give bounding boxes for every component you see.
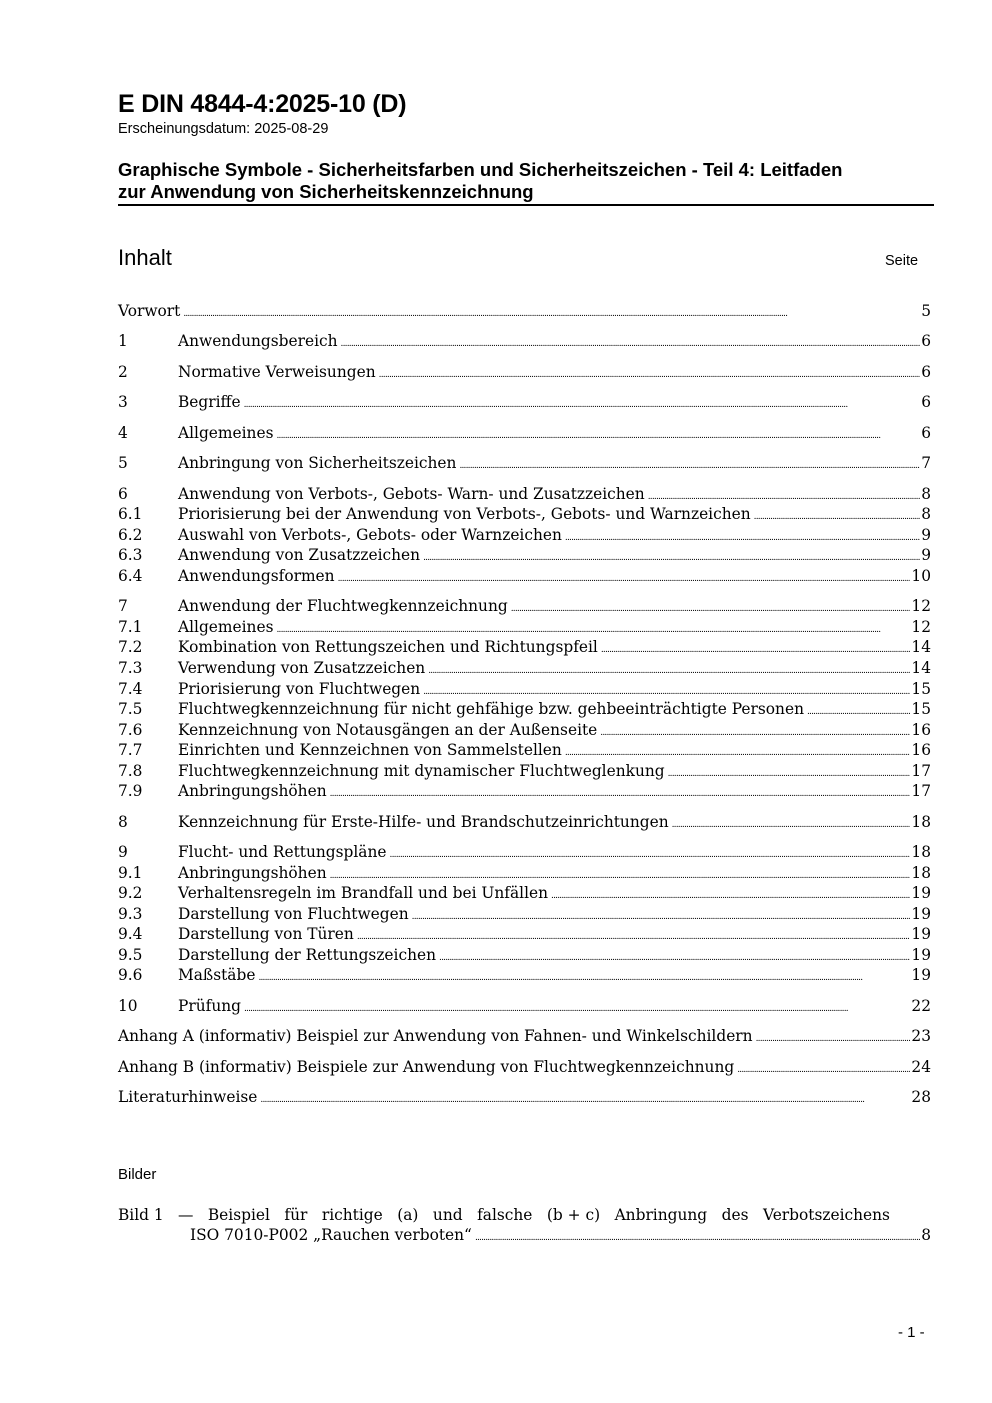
- leader-dots: [258, 966, 910, 984]
- leader-dots: [551, 884, 910, 902]
- figure-caption-word: (b + c): [546, 1206, 601, 1224]
- toc-entry[interactable]: [118, 1027, 931, 1048]
- leader-dots: [412, 905, 911, 923]
- figure-caption-word: Verbotszeichens: [763, 1206, 890, 1224]
- leader-dots: [423, 680, 910, 698]
- toc-entry[interactable]: [118, 925, 931, 946]
- toc-entry-page: 6: [921, 332, 931, 350]
- toc-entry[interactable]: [118, 813, 931, 834]
- toc-entry-title: Prüfung: [178, 997, 241, 1015]
- toc-entry-title: Anbringung von Sicherheitszeichen: [178, 454, 457, 472]
- figure-entry-line-2: [190, 1226, 931, 1247]
- toc-entry[interactable]: [118, 638, 931, 659]
- leader-dots: [600, 721, 910, 739]
- toc-entry-title: Kennzeichnung von Notausgängen an der Außenseite: [178, 721, 598, 739]
- figure-label: Bild 1: [118, 1206, 164, 1224]
- toc-entry-number: 6.4: [118, 567, 143, 585]
- toc-entry[interactable]: [118, 485, 931, 506]
- figure-caption-word: Beispiel: [207, 1206, 270, 1224]
- toc-entry-number: 7.6: [118, 721, 143, 739]
- toc-entry-number: 10: [118, 997, 138, 1015]
- toc-entry-number: 9.3: [118, 905, 143, 923]
- toc-entry-page: 14: [911, 659, 931, 677]
- toc-entry-number: 6.1: [118, 505, 143, 523]
- toc-entry[interactable]: [118, 864, 931, 885]
- toc-entry-title: Anbringungshöhen: [178, 782, 327, 800]
- toc-entry[interactable]: [118, 843, 931, 864]
- toc-entry-page: 19: [911, 946, 931, 964]
- toc-entry[interactable]: [118, 505, 931, 526]
- toc-entry-title: Maßstäbe: [178, 966, 256, 984]
- toc-entry[interactable]: [118, 454, 931, 475]
- toc-entry-title: Anwendung von Zusatzzeichen: [178, 546, 421, 564]
- leader-dots: [183, 302, 920, 320]
- figure-caption-word: —: [178, 1206, 194, 1224]
- figure-caption: [178, 1206, 890, 1224]
- leader-dots: [565, 526, 920, 544]
- toc-entry[interactable]: [118, 424, 931, 445]
- toc-entry-number: 6.3: [118, 546, 143, 564]
- figure-caption-word: Anbringung: [614, 1206, 708, 1224]
- toc-entry[interactable]: [118, 782, 931, 803]
- toc-entry-number: 7.5: [118, 700, 143, 718]
- document-title-line-2: zur Anwendung von Sicherheitskennzeichnung: [118, 181, 534, 202]
- toc-entry-title: Begriffe: [178, 393, 241, 411]
- figure-caption-word: des: [721, 1206, 749, 1224]
- toc-entry-page: 6: [921, 363, 931, 381]
- toc-entry-title: Anwendungsbereich: [178, 332, 338, 350]
- toc-entry-page: 19: [911, 905, 931, 923]
- toc-entry[interactable]: [118, 762, 931, 783]
- leader-dots: [648, 485, 920, 503]
- toc-entry-page: 22: [911, 997, 931, 1015]
- toc-entry[interactable]: [118, 1058, 931, 1079]
- toc-entry-number: 1: [118, 332, 128, 350]
- toc-entry[interactable]: [118, 659, 931, 680]
- document-title: [118, 159, 933, 203]
- toc-entry-page: 9: [921, 546, 931, 564]
- toc-entry-number: 7.7: [118, 741, 143, 759]
- leader-dots: [244, 997, 910, 1015]
- toc-entry-title: Darstellung von Fluchtwegen: [178, 905, 409, 923]
- toc-entry-page: 8: [921, 485, 931, 503]
- toc-entry[interactable]: [118, 946, 931, 967]
- leader-dots: [672, 813, 911, 831]
- toc-entry-page: 18: [911, 813, 931, 831]
- figure-caption-word: richtige: [321, 1206, 383, 1224]
- toc-entry-page: 15: [911, 700, 931, 718]
- toc-entry-page: 10: [911, 567, 931, 585]
- toc-entry-number: 5: [118, 454, 128, 472]
- toc-entry-title: Allgemeines: [178, 618, 274, 636]
- toc-entry-page: 17: [911, 782, 931, 800]
- toc-entry-title: Allgemeines: [178, 424, 274, 442]
- toc-entry[interactable]: [118, 618, 931, 639]
- toc-entry-title: Auswahl von Verbots-, Gebots- oder Warnzeichen: [178, 526, 562, 544]
- leader-dots: [276, 424, 920, 442]
- toc-entry-page: 7: [921, 454, 931, 472]
- toc-entry-page: 12: [911, 597, 931, 615]
- toc-entry-number: 2: [118, 363, 128, 381]
- toc-entry[interactable]: [118, 302, 931, 323]
- toc-entry-page: 16: [911, 721, 931, 739]
- toc-entry-page: 6: [921, 393, 931, 411]
- toc-entry-title: Anwendung der Fluchtwegkennzeichnung: [178, 597, 508, 615]
- toc-entry-title: Anbringungshöhen: [178, 864, 327, 882]
- toc-entry[interactable]: [118, 966, 931, 987]
- toc-entry-number: 3: [118, 393, 128, 411]
- toc-entry-number: 9.4: [118, 925, 143, 943]
- toc-entry-title: Literaturhinweise: [118, 1088, 258, 1106]
- leader-dots: [390, 843, 911, 861]
- figure-entry: [118, 1206, 890, 1224]
- figure-caption-word: für: [284, 1206, 308, 1224]
- toc-entry[interactable]: [118, 332, 931, 353]
- figure-caption-word: (a): [397, 1206, 419, 1224]
- toc-entry-number: 6.2: [118, 526, 143, 544]
- toc-entry-title: Fluchtwegkennzeichnung für nicht gehfähige bzw. gehbeeinträchtigte Personen: [178, 700, 804, 718]
- publication-date: Erscheinungsdatum: 2025-08-29: [118, 121, 329, 137]
- toc-entry[interactable]: [118, 905, 931, 926]
- page-number: - 1 -: [898, 1324, 925, 1341]
- document-title-line-1: Graphische Symbole - Sicherheitsfarben und Sicherheitszeichen - Teil 4: Leitfaden: [118, 159, 843, 180]
- title-divider: [118, 204, 934, 206]
- toc-entry[interactable]: [118, 526, 931, 547]
- leader-dots: [668, 762, 911, 780]
- toc-entry-number: 7.3: [118, 659, 143, 677]
- toc-entry-page: 19: [911, 925, 931, 943]
- toc-entry-page: 5: [921, 302, 931, 320]
- toc-heading: Inhalt: [118, 245, 172, 270]
- figure-caption-line-2: ISO 7010-P002 „Rauchen verboten“: [190, 1226, 472, 1244]
- toc-entry[interactable]: [118, 721, 931, 742]
- leader-dots: [357, 925, 911, 943]
- toc-entry-title: Kombination von Rettungszeichen und Richtungspfeil: [178, 638, 598, 656]
- toc-entry-number: 6: [118, 485, 128, 503]
- toc-entry[interactable]: [118, 393, 931, 414]
- toc-entry-title: Priorisierung von Fluchtwegen: [178, 680, 421, 698]
- leader-dots: [244, 393, 921, 411]
- leader-dots: [338, 567, 911, 585]
- leader-dots: [428, 659, 910, 677]
- toc-entry-title: Verhaltensregeln im Brandfall und bei Unfällen: [178, 884, 549, 902]
- toc-entry-title: Einrichten und Kennzeichnen von Sammelstellen: [178, 741, 562, 759]
- toc-entry-page: 23: [911, 1027, 931, 1045]
- toc-entry-page: 19: [911, 966, 931, 984]
- toc-entry-title: Anhang B (informativ) Beispiele zur Anwendung von Fluchtwegkennzeichnung: [118, 1058, 735, 1076]
- toc-entry-page: 12: [911, 618, 931, 636]
- toc-entry-page: 16: [911, 741, 931, 759]
- toc-entry[interactable]: [118, 700, 931, 721]
- toc-entry-number: 9.1: [118, 864, 143, 882]
- toc-entry-title: Kennzeichnung für Erste-Hilfe- und Brandschutzeinrichtungen: [178, 813, 669, 831]
- toc-entry-page: 28: [911, 1088, 931, 1106]
- toc-entry-page: 8: [921, 505, 931, 523]
- toc-entry[interactable]: [118, 997, 931, 1018]
- leader-dots: [754, 505, 921, 523]
- toc-entry-title: Flucht- und Rettungspläne: [178, 843, 387, 861]
- figure-caption-word: falsche: [477, 1206, 533, 1224]
- toc-entry-title: Normative Verweisungen: [178, 363, 376, 381]
- leader-dots: [475, 1226, 920, 1244]
- toc-entry-title: Anwendungsformen: [178, 567, 335, 585]
- toc-entry-page: 15: [911, 680, 931, 698]
- figure-page: 8: [921, 1226, 931, 1244]
- toc-entry-number: 7.2: [118, 638, 143, 656]
- toc-entry[interactable]: [118, 363, 931, 384]
- toc-entry-page: 14: [911, 638, 931, 656]
- toc-entry-number: 8: [118, 813, 128, 831]
- leader-dots: [276, 618, 910, 636]
- toc-entry-title: Darstellung von Türen: [178, 925, 354, 943]
- toc-entry-number: 7.9: [118, 782, 143, 800]
- figures-heading: Bilder: [118, 1166, 157, 1183]
- toc-entry[interactable]: [118, 680, 931, 701]
- leader-dots: [330, 864, 911, 882]
- toc-entry-title: Anwendung von Verbots-, Gebots- Warn- und Zusatzzeichen: [178, 485, 645, 503]
- toc-entry-number: 9: [118, 843, 128, 861]
- toc-entry[interactable]: [118, 597, 931, 618]
- toc-entry-page: 17: [911, 762, 931, 780]
- toc-entry-title: Darstellung der Rettungszeichen: [178, 946, 437, 964]
- toc-entry-title: Verwendung von Zusatzzeichen: [178, 659, 426, 677]
- toc-entry[interactable]: [118, 1088, 931, 1109]
- document-id: E DIN 4844-4:2025-10 (D): [118, 90, 407, 118]
- leader-dots: [260, 1088, 910, 1106]
- toc-entry-page: 18: [911, 843, 931, 861]
- leader-dots: [423, 546, 920, 564]
- toc-entry-title: Priorisierung bei der Anwendung von Verbots-, Gebots- und Warnzeichen: [178, 505, 751, 523]
- leader-dots: [601, 638, 911, 656]
- toc-entry[interactable]: [118, 884, 931, 905]
- leader-dots: [756, 1027, 911, 1045]
- leader-dots: [807, 700, 910, 718]
- toc-entry-page: 24: [911, 1058, 931, 1076]
- toc-entry[interactable]: [118, 546, 931, 567]
- toc-entry-page: 18: [911, 864, 931, 882]
- leader-dots: [565, 741, 911, 759]
- toc-entry-title: Fluchtwegkennzeichnung mit dynamischer Fluchtweglenkung: [178, 762, 665, 780]
- toc-entry-number: 9.6: [118, 966, 143, 984]
- toc-entry-page: 9: [921, 526, 931, 544]
- toc-entry[interactable]: [118, 741, 931, 762]
- toc-entry-number: 9.5: [118, 946, 143, 964]
- toc-entry-page: 6: [921, 424, 931, 442]
- leader-dots: [379, 363, 921, 381]
- toc-entry-title: Anhang A (informativ) Beispiel zur Anwendung von Fahnen- und Winkelschildern: [118, 1027, 753, 1045]
- toc-entry-title: Vorwort: [118, 302, 181, 320]
- leader-dots: [737, 1058, 910, 1076]
- leader-dots: [341, 332, 921, 350]
- leader-dots: [330, 782, 911, 800]
- toc-entry-page: 19: [911, 884, 931, 902]
- toc-entry-number: 7.1: [118, 618, 143, 636]
- leader-dots: [439, 946, 910, 964]
- figure-caption-word: und: [432, 1206, 463, 1224]
- leader-dots: [511, 597, 911, 615]
- toc-entry[interactable]: [118, 567, 931, 588]
- toc-entry-number: 9.2: [118, 884, 143, 902]
- toc-page-column-label: Seite: [885, 253, 919, 269]
- toc-entry-number: 7.4: [118, 680, 143, 698]
- toc-entry-number: 7: [118, 597, 128, 615]
- toc-entry-number: 4: [118, 424, 128, 442]
- toc-entry-number: 7.8: [118, 762, 143, 780]
- leader-dots: [459, 454, 920, 472]
